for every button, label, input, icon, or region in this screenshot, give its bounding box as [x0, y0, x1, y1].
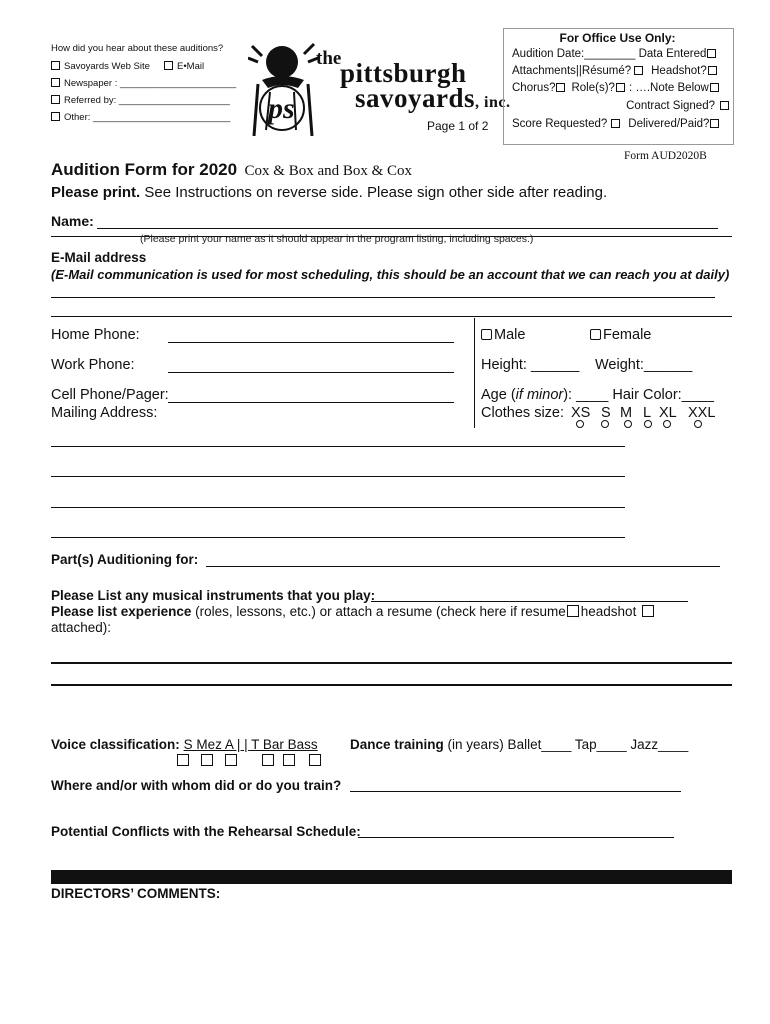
female-label: Female: [603, 327, 652, 343]
heard-web-label: Savoyards Web Site: [64, 61, 150, 72]
column-divider: [474, 318, 475, 428]
heard-newspaper-label: Newspaper : ______________________: [64, 78, 237, 89]
size-l-radio[interactable]: [644, 420, 652, 428]
size-s: S: [601, 405, 611, 421]
office-chorus-label: Chorus?: [512, 82, 556, 94]
work-phone-label: Work Phone:: [51, 357, 135, 373]
roles-checkbox[interactable]: [616, 83, 625, 92]
office-line-1-text: Audition Date:________ Data Entered: [512, 48, 707, 60]
age-italic: if minor: [515, 387, 564, 403]
savoyards-logo-emblem: [248, 36, 318, 136]
address-line-1[interactable]: [51, 446, 625, 447]
logo-monogram: ps: [268, 92, 295, 125]
office-score-label: Score Requested?: [512, 118, 608, 130]
experience-field-1[interactable]: [51, 662, 732, 664]
contract-signed-checkbox[interactable]: [720, 101, 729, 110]
heard-web-option[interactable]: [51, 61, 150, 72]
form-title-prefix: Audition Form for 2020: [51, 160, 238, 179]
voice-a-checkbox[interactable]: [225, 754, 237, 766]
email-field[interactable]: [51, 297, 715, 298]
logo-the: the: [316, 48, 342, 69]
logo-inc: , inc.: [475, 94, 511, 111]
office-line-4: [512, 100, 729, 112]
female-option[interactable]: [590, 327, 651, 343]
dance-rest: (in years) Ballet____ Tap____ Jazz____: [447, 737, 689, 752]
heard-referred-label: Referred by: _____________________: [64, 95, 230, 106]
form-code: Form AUD2020B: [624, 150, 707, 162]
dance-line: [350, 737, 688, 752]
size-xl: XL: [659, 405, 677, 421]
mailing-address-label: Mailing Address:: [51, 405, 158, 421]
cell-phone-label: Cell Phone/Pager:: [51, 387, 169, 403]
note-below-checkbox[interactable]: [710, 83, 719, 92]
office-line-1: [512, 48, 720, 60]
email-divider: [51, 316, 732, 317]
weight-label: Weight:______: [595, 357, 693, 373]
clothes-size-label: Clothes size:: [481, 405, 565, 421]
chorus-checkbox[interactable]: [556, 83, 565, 92]
size-s-radio[interactable]: [601, 420, 609, 428]
male-checkbox[interactable]: [481, 329, 492, 340]
office-line-5: [512, 118, 723, 130]
form-title: [51, 160, 412, 180]
voice-options: S Mez A | | T Bar Bass: [183, 737, 318, 752]
male-label: Male: [494, 327, 526, 343]
work-phone-field[interactable]: [168, 372, 454, 373]
home-phone-label: Home Phone:: [51, 327, 140, 343]
name-hint: (Please print your name as it should appear in the program listing, including spaces.): [140, 233, 534, 245]
experience-bold: Please list experience: [51, 604, 192, 619]
office-headshot-label: Headshot?: [651, 65, 707, 77]
name-label: Name:: [51, 213, 94, 229]
parts-field[interactable]: [206, 566, 720, 567]
voice-line: [51, 737, 318, 752]
size-xxl: XXL: [688, 405, 716, 421]
size-xl-radio[interactable]: [663, 420, 671, 428]
office-roles-label: Role(s)?: [571, 82, 615, 94]
office-line-2-text: Attachments||Résumé?: [512, 65, 632, 77]
height-label: Height: ______: [481, 357, 580, 373]
please-print-line: [51, 184, 607, 201]
voice-bass-checkbox[interactable]: [309, 754, 321, 766]
office-note-label: : ….Note Below: [628, 82, 709, 94]
home-phone-field[interactable]: [168, 342, 454, 343]
heard-email-label: E•Mail: [177, 61, 205, 72]
heard-about-question: How did you hear about these auditions?: [51, 43, 224, 54]
headshot-attached-checkbox[interactable]: [642, 605, 654, 617]
headshot-office-checkbox[interactable]: [708, 66, 717, 75]
size-m-radio[interactable]: [624, 420, 632, 428]
size-xs-radio[interactable]: [576, 420, 584, 428]
address-line-2[interactable]: [51, 476, 625, 477]
male-option[interactable]: [481, 327, 525, 343]
office-delivered-label: Delivered/Paid?: [628, 118, 710, 130]
office-line-3: [512, 82, 723, 94]
email-note: (E-Mail communication is used for most scheduling, this should be an account that we can reach you at daily): [51, 267, 730, 282]
instruments-label: Please List any musical instruments that you play:: [51, 588, 376, 603]
office-contract-label: Contract Signed?: [626, 100, 715, 112]
email-label: E-Mail address: [51, 250, 147, 265]
office-use-title: For Office Use Only:: [559, 31, 676, 45]
dance-label: Dance training: [350, 737, 444, 752]
train-label: Where and/or with whom did or do you train?: [51, 778, 342, 793]
age-prefix: Age (: [481, 387, 516, 403]
cell-phone-field[interactable]: [168, 402, 454, 403]
web-checkbox[interactable]: [51, 61, 60, 70]
please-print-rest: See Instructions on reverse side. Please sign other side after reading.: [144, 184, 608, 201]
experience-attached: attached):: [51, 620, 112, 635]
voice-mez-checkbox[interactable]: [201, 754, 213, 766]
page-number: Page 1 of 2: [427, 119, 489, 133]
heard-newspaper-option[interactable]: [51, 78, 236, 89]
heard-other-option[interactable]: [51, 112, 230, 123]
logo-savoyards-text: savoyards: [355, 83, 476, 113]
office-line-2: [512, 65, 721, 77]
name-field[interactable]: [97, 228, 718, 229]
experience-headshot: headshot: [580, 604, 637, 619]
experience-rest: (roles, lessons, etc.) or attach a resume (check here if resume: [195, 604, 566, 619]
please-print-bold: Please print.: [51, 184, 141, 201]
data-entered-checkbox[interactable]: [707, 49, 716, 58]
parts-label: Part(s) Auditioning for:: [51, 552, 199, 567]
email-checkbox[interactable]: [164, 61, 173, 70]
heard-email-option[interactable]: [164, 61, 204, 72]
address-line-3[interactable]: [51, 507, 625, 508]
age-suffix: ): ____ Hair Color:____: [563, 387, 714, 403]
voice-label: Voice classification:: [51, 737, 180, 752]
instruments-field[interactable]: [371, 601, 688, 602]
other-checkbox[interactable]: [51, 112, 60, 121]
voice-s-checkbox[interactable]: [177, 754, 189, 766]
size-l: L: [643, 405, 652, 421]
size-xs: XS: [571, 405, 591, 421]
size-m: M: [620, 405, 633, 421]
voice-t-checkbox[interactable]: [262, 754, 274, 766]
female-checkbox[interactable]: [590, 329, 601, 340]
train-field[interactable]: [350, 791, 681, 792]
experience-field-2[interactable]: [51, 684, 732, 686]
directors-label: DIRECTORS’ COMMENTS:: [51, 886, 221, 901]
form-title-show: Cox & Box and Box & Cox: [244, 163, 413, 179]
address-line-4[interactable]: [51, 537, 625, 538]
size-xxl-radio[interactable]: [694, 420, 702, 428]
score-requested-checkbox[interactable]: [611, 119, 620, 128]
heard-referred-option[interactable]: [51, 95, 230, 106]
resume-checkbox[interactable]: [634, 66, 643, 75]
age-hair-line: [481, 387, 714, 403]
heard-other-label: Other: __________________________: [64, 112, 231, 123]
delivered-paid-checkbox[interactable]: [710, 119, 719, 128]
conflicts-field[interactable]: [358, 837, 674, 838]
logo-pittsburgh: pittsburgh: [340, 58, 467, 88]
experience-line: [51, 604, 658, 619]
referred-checkbox[interactable]: [51, 95, 60, 104]
directors-bar: [51, 870, 732, 884]
logo-savoyards: [355, 83, 510, 114]
conflicts-label: Potential Conflicts with the Rehearsal Schedule:: [51, 824, 361, 839]
voice-bar-checkbox[interactable]: [283, 754, 295, 766]
newspaper-checkbox[interactable]: [51, 78, 60, 87]
resume-attached-checkbox[interactable]: [567, 605, 579, 617]
